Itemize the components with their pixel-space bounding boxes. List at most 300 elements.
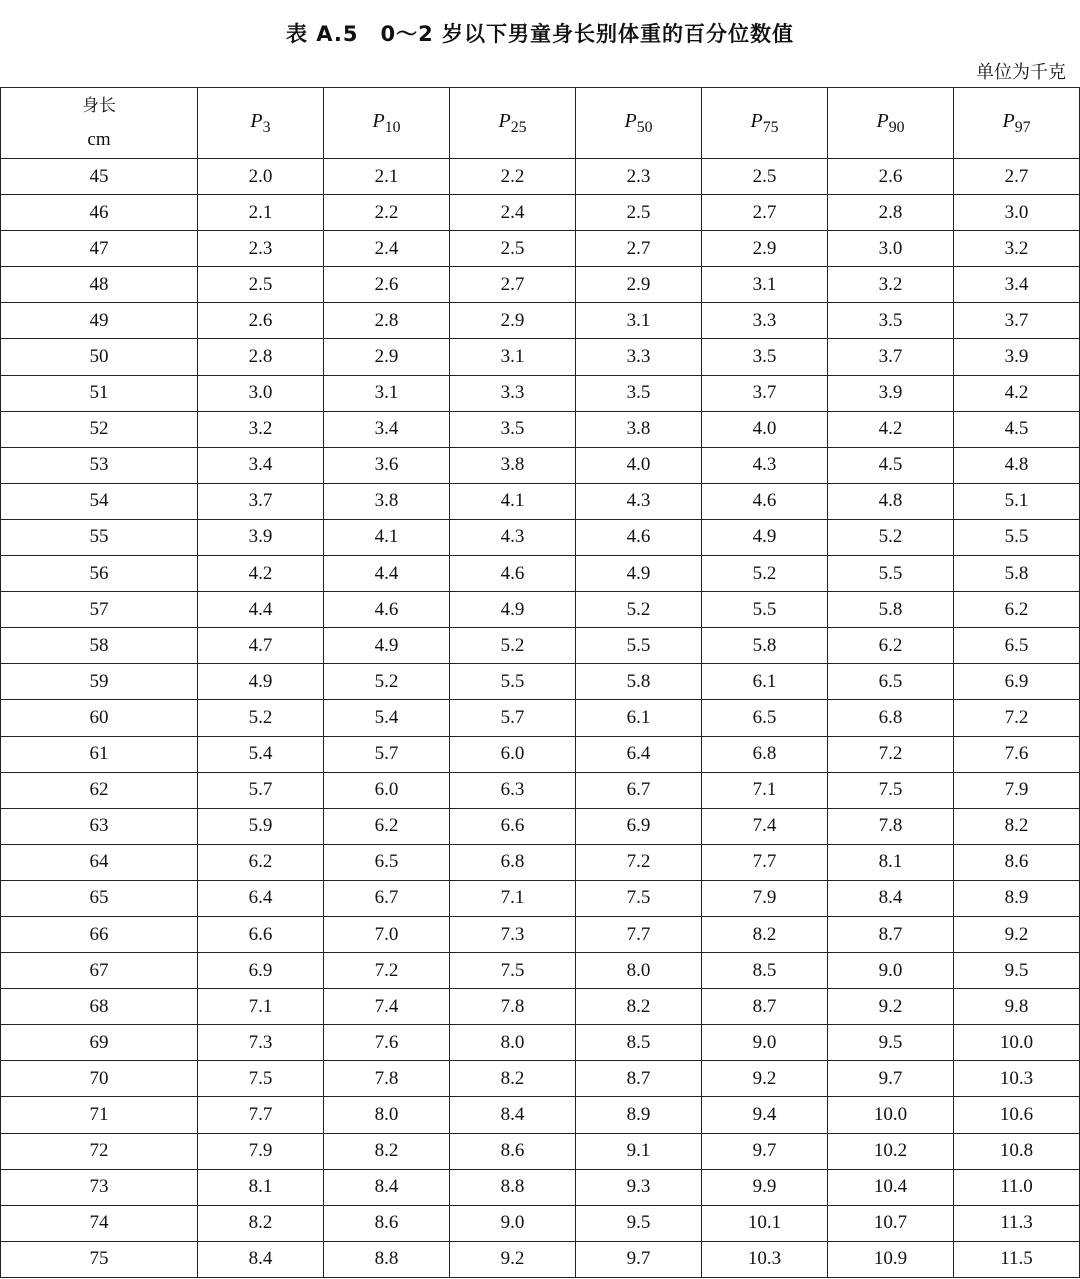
weight-cell: 5.5 — [702, 592, 828, 628]
table-row — [1, 519, 1080, 555]
weight-cell: 8.5 — [702, 953, 828, 989]
weight-cell: 2.1 — [324, 159, 450, 195]
weight-cell: 2.8 — [828, 195, 954, 231]
weight-cell: 9.7 — [828, 1061, 954, 1097]
weight-cell: 6.0 — [324, 772, 450, 808]
weight-cell: 9.2 — [954, 916, 1080, 952]
weight-cell: 4.9 — [450, 592, 576, 628]
header-percentile — [198, 88, 324, 159]
table-row — [1, 664, 1080, 700]
weight-cell: 8.6 — [324, 1205, 450, 1241]
weight-cell: 5.7 — [198, 772, 324, 808]
weight-cell: 6.9 — [954, 664, 1080, 700]
table-row — [1, 880, 1080, 916]
weight-cell: 2.9 — [324, 339, 450, 375]
percentile-subscript: 90 — [888, 118, 905, 136]
weight-cell: 4.9 — [198, 664, 324, 700]
weight-cell: 10.9 — [828, 1241, 954, 1277]
weight-cell: 10.0 — [954, 1025, 1080, 1061]
percentile-letter: P — [1002, 109, 1015, 132]
weight-cell: 4.7 — [198, 628, 324, 664]
table-row — [1, 556, 1080, 592]
percentile-subscript: 50 — [636, 118, 653, 136]
weight-cell: 3.7 — [198, 483, 324, 519]
weight-cell: 4.3 — [450, 519, 576, 555]
weight-cell: 5.8 — [954, 556, 1080, 592]
weight-cell: 9.5 — [576, 1205, 702, 1241]
length-cell: 61 — [1, 736, 198, 772]
length-cell: 55 — [1, 519, 198, 555]
percentile-letter: P — [624, 109, 637, 132]
weight-cell: 7.7 — [702, 844, 828, 880]
weight-cell: 7.9 — [702, 880, 828, 916]
weight-cell: 3.8 — [324, 483, 450, 519]
length-cell: 49 — [1, 303, 198, 339]
weight-cell: 2.5 — [198, 267, 324, 303]
page-title: 表 A.5 0～2 岁以下男童身长别体重的百分位数值 — [285, 22, 795, 46]
weight-cell: 5.1 — [954, 483, 1080, 519]
weight-cell: 7.7 — [198, 1097, 324, 1133]
weight-cell: 4.1 — [324, 519, 450, 555]
weight-cell: 4.4 — [198, 592, 324, 628]
weight-cell: 7.6 — [324, 1025, 450, 1061]
weight-cell: 6.5 — [954, 628, 1080, 664]
weight-cell: 2.1 — [198, 195, 324, 231]
weight-cell: 5.8 — [702, 628, 828, 664]
weight-cell: 6.1 — [576, 700, 702, 736]
table-row — [1, 772, 1080, 808]
weight-cell: 9.2 — [828, 989, 954, 1025]
weight-cell: 10.3 — [954, 1061, 1080, 1097]
weight-cell: 6.9 — [576, 808, 702, 844]
weight-cell: 9.2 — [450, 1241, 576, 1277]
weight-cell: 7.2 — [576, 844, 702, 880]
weight-cell: 2.2 — [324, 195, 450, 231]
weight-cell: 8.5 — [576, 1025, 702, 1061]
weight-cell: 11.0 — [954, 1169, 1080, 1205]
percentile-letter: P — [250, 109, 263, 132]
weight-cell: 3.2 — [198, 411, 324, 447]
weight-cell: 3.3 — [450, 375, 576, 411]
weight-cell: 6.2 — [324, 808, 450, 844]
weight-cell: 4.0 — [576, 447, 702, 483]
weight-cell: 3.7 — [702, 375, 828, 411]
weight-cell: 8.9 — [954, 880, 1080, 916]
weight-cell: 9.0 — [450, 1205, 576, 1241]
weight-cell: 10.7 — [828, 1205, 954, 1241]
weight-cell: 8.2 — [954, 808, 1080, 844]
percentile-subscript: 25 — [510, 118, 527, 136]
header-percentile — [828, 88, 954, 159]
weight-cell: 2.5 — [576, 195, 702, 231]
weight-cell: 8.8 — [450, 1169, 576, 1205]
length-cell: 47 — [1, 231, 198, 267]
percentile-letter: P — [750, 109, 763, 132]
length-cell: 72 — [1, 1133, 198, 1169]
weight-cell: 3.4 — [954, 267, 1080, 303]
weight-cell: 7.2 — [828, 736, 954, 772]
weight-cell: 7.1 — [702, 772, 828, 808]
weight-cell: 2.2 — [450, 159, 576, 195]
length-cell: 67 — [1, 953, 198, 989]
weight-cell: 4.9 — [576, 556, 702, 592]
weight-cell: 11.5 — [954, 1241, 1080, 1277]
weight-cell: 2.4 — [450, 195, 576, 231]
weight-cell: 6.9 — [198, 953, 324, 989]
weight-cell: 3.4 — [324, 411, 450, 447]
weight-cell: 7.5 — [576, 880, 702, 916]
weight-cell: 7.9 — [198, 1133, 324, 1169]
weight-cell: 4.9 — [702, 519, 828, 555]
weight-cell: 7.1 — [198, 989, 324, 1025]
weight-cell: 4.3 — [702, 447, 828, 483]
table-row — [1, 483, 1080, 519]
percentile-letter: P — [498, 109, 511, 132]
weight-cell: 8.4 — [828, 880, 954, 916]
length-cell: 60 — [1, 700, 198, 736]
weight-cell: 7.8 — [450, 989, 576, 1025]
weight-cell: 8.0 — [450, 1025, 576, 1061]
weight-cell: 8.7 — [828, 916, 954, 952]
weight-cell: 6.2 — [828, 628, 954, 664]
weight-cell: 5.5 — [450, 664, 576, 700]
weight-cell: 5.2 — [702, 556, 828, 592]
weight-cell: 9.8 — [954, 989, 1080, 1025]
weight-cell: 3.5 — [702, 339, 828, 375]
percentile-subscript: 3 — [262, 118, 271, 136]
table-row — [1, 339, 1080, 375]
table-row — [1, 628, 1080, 664]
header-percentile — [576, 88, 702, 159]
weight-cell: 4.6 — [702, 483, 828, 519]
weight-cell: 3.1 — [576, 303, 702, 339]
weight-cell: 2.0 — [198, 159, 324, 195]
weight-cell: 6.4 — [198, 880, 324, 916]
weight-cell: 5.4 — [198, 736, 324, 772]
weight-cell: 2.9 — [702, 231, 828, 267]
weight-cell: 3.5 — [450, 411, 576, 447]
weight-cell: 4.4 — [324, 556, 450, 592]
weight-cell: 5.5 — [828, 556, 954, 592]
weight-cell: 3.9 — [954, 339, 1080, 375]
weight-cell: 4.2 — [954, 375, 1080, 411]
weight-cell: 5.5 — [954, 519, 1080, 555]
weight-cell: 10.2 — [828, 1133, 954, 1169]
weight-cell: 8.7 — [702, 989, 828, 1025]
weight-cell: 8.0 — [576, 953, 702, 989]
length-cell: 71 — [1, 1097, 198, 1133]
table-row — [1, 592, 1080, 628]
weight-cell: 5.8 — [576, 664, 702, 700]
weight-cell: 3.3 — [702, 303, 828, 339]
weight-cell: 5.2 — [828, 519, 954, 555]
weight-cell: 3.4 — [198, 447, 324, 483]
weight-cell: 3.3 — [576, 339, 702, 375]
weight-cell: 8.2 — [324, 1133, 450, 1169]
weight-cell: 6.3 — [450, 772, 576, 808]
table-row — [1, 953, 1080, 989]
weight-cell: 3.6 — [324, 447, 450, 483]
weight-cell: 4.3 — [576, 483, 702, 519]
table-row — [1, 195, 1080, 231]
table-row — [1, 1061, 1080, 1097]
weight-cell: 10.8 — [954, 1133, 1080, 1169]
table-body — [1, 159, 1080, 1278]
weight-cell: 2.5 — [450, 231, 576, 267]
weight-cell: 10.6 — [954, 1097, 1080, 1133]
length-cell: 52 — [1, 411, 198, 447]
weight-cell: 10.0 — [828, 1097, 954, 1133]
weight-cell: 3.8 — [450, 447, 576, 483]
weight-cell: 5.8 — [828, 592, 954, 628]
header-percentile — [954, 88, 1080, 159]
table-row — [1, 375, 1080, 411]
weight-cell: 3.8 — [576, 411, 702, 447]
weight-cell: 7.2 — [954, 700, 1080, 736]
table-row — [1, 1241, 1080, 1277]
weight-cell: 5.2 — [576, 592, 702, 628]
weight-cell: 8.7 — [576, 1061, 702, 1097]
weight-cell: 5.2 — [324, 664, 450, 700]
weight-cell: 2.9 — [450, 303, 576, 339]
weight-cell: 5.7 — [324, 736, 450, 772]
weight-cell: 6.7 — [576, 772, 702, 808]
length-cell: 68 — [1, 989, 198, 1025]
weight-cell: 6.6 — [198, 916, 324, 952]
weight-cell: 3.2 — [954, 231, 1080, 267]
weight-cell: 6.2 — [198, 844, 324, 880]
length-cell: 46 — [1, 195, 198, 231]
table-row — [1, 1133, 1080, 1169]
weight-cell: 7.3 — [450, 916, 576, 952]
length-cell: 50 — [1, 339, 198, 375]
weight-cell: 9.1 — [576, 1133, 702, 1169]
weight-cell: 6.6 — [450, 808, 576, 844]
weight-cell: 7.5 — [828, 772, 954, 808]
weight-cell: 3.7 — [954, 303, 1080, 339]
weight-cell: 7.8 — [828, 808, 954, 844]
weight-cell: 5.2 — [198, 700, 324, 736]
weight-cell: 6.8 — [828, 700, 954, 736]
length-cell: 66 — [1, 916, 198, 952]
length-cell: 48 — [1, 267, 198, 303]
weight-cell: 4.9 — [324, 628, 450, 664]
weight-cell: 10.3 — [702, 1241, 828, 1277]
weight-cell: 8.1 — [198, 1169, 324, 1205]
weight-cell: 6.5 — [702, 700, 828, 736]
weight-cell: 8.2 — [198, 1205, 324, 1241]
weight-cell: 7.5 — [450, 953, 576, 989]
weight-cell: 4.2 — [828, 411, 954, 447]
weight-cell: 2.3 — [576, 159, 702, 195]
weight-cell: 8.4 — [324, 1169, 450, 1205]
length-cell: 64 — [1, 844, 198, 880]
weight-cell: 5.9 — [198, 808, 324, 844]
table-row — [1, 1205, 1080, 1241]
weight-cell: 10.1 — [702, 1205, 828, 1241]
weight-cell: 2.7 — [954, 159, 1080, 195]
header-length-label: 身长 — [82, 96, 116, 116]
percentile-subscript: 75 — [762, 118, 779, 136]
weight-cell: 4.6 — [324, 592, 450, 628]
weight-cell: 7.9 — [954, 772, 1080, 808]
weight-cell: 9.9 — [702, 1169, 828, 1205]
weight-cell: 6.7 — [324, 880, 450, 916]
weight-cell: 7.0 — [324, 916, 450, 952]
length-cell: 58 — [1, 628, 198, 664]
weight-cell: 4.1 — [450, 483, 576, 519]
weight-cell: 2.9 — [576, 267, 702, 303]
header-length — [1, 88, 198, 159]
weight-cell: 10.4 — [828, 1169, 954, 1205]
table-row — [1, 411, 1080, 447]
weight-cell: 5.2 — [450, 628, 576, 664]
length-cell: 70 — [1, 1061, 198, 1097]
table-row — [1, 808, 1080, 844]
percentile-table — [0, 87, 1080, 1278]
table-row — [1, 1097, 1080, 1133]
length-cell: 69 — [1, 1025, 198, 1061]
weight-cell: 2.6 — [198, 303, 324, 339]
table-row — [1, 916, 1080, 952]
weight-cell: 3.2 — [828, 267, 954, 303]
weight-cell: 9.3 — [576, 1169, 702, 1205]
weight-cell: 9.5 — [828, 1025, 954, 1061]
weight-cell: 8.4 — [198, 1241, 324, 1277]
length-cell: 45 — [1, 159, 198, 195]
weight-cell: 4.5 — [954, 411, 1080, 447]
weight-cell: 3.0 — [198, 375, 324, 411]
weight-cell: 8.2 — [576, 989, 702, 1025]
weight-cell: 8.1 — [828, 844, 954, 880]
weight-cell: 4.0 — [702, 411, 828, 447]
weight-cell: 3.0 — [954, 195, 1080, 231]
weight-cell: 4.6 — [576, 519, 702, 555]
weight-cell: 8.8 — [324, 1241, 450, 1277]
percentile-letter: P — [372, 109, 385, 132]
length-cell: 56 — [1, 556, 198, 592]
header-percentile — [702, 88, 828, 159]
unit-note: 单位为千克 — [976, 62, 1066, 83]
weight-cell: 3.1 — [702, 267, 828, 303]
percentile-subscript: 10 — [384, 118, 401, 136]
weight-cell: 9.7 — [702, 1133, 828, 1169]
weight-cell: 8.2 — [702, 916, 828, 952]
weight-cell: 11.3 — [954, 1205, 1080, 1241]
weight-cell: 4.8 — [954, 447, 1080, 483]
weight-cell: 4.8 — [828, 483, 954, 519]
table-row — [1, 1169, 1080, 1205]
weight-cell: 4.6 — [450, 556, 576, 592]
length-cell: 57 — [1, 592, 198, 628]
weight-cell: 6.0 — [450, 736, 576, 772]
weight-cell: 3.0 — [828, 231, 954, 267]
table-row — [1, 989, 1080, 1025]
weight-cell: 5.4 — [324, 700, 450, 736]
table-row — [1, 159, 1080, 195]
weight-cell: 8.9 — [576, 1097, 702, 1133]
table-row — [1, 231, 1080, 267]
weight-cell: 2.6 — [324, 267, 450, 303]
weight-cell: 9.5 — [954, 953, 1080, 989]
percentile-letter: P — [876, 109, 889, 132]
weight-cell: 4.2 — [198, 556, 324, 592]
weight-cell: 7.3 — [198, 1025, 324, 1061]
table-row — [1, 1025, 1080, 1061]
table-row — [1, 447, 1080, 483]
weight-cell: 3.7 — [828, 339, 954, 375]
header-percentile — [450, 88, 576, 159]
weight-cell: 3.9 — [198, 519, 324, 555]
weight-cell: 8.4 — [450, 1097, 576, 1133]
weight-cell: 2.7 — [702, 195, 828, 231]
weight-cell: 7.5 — [198, 1061, 324, 1097]
weight-cell: 6.8 — [450, 844, 576, 880]
length-cell: 54 — [1, 483, 198, 519]
weight-cell: 7.1 — [450, 880, 576, 916]
weight-cell: 6.5 — [828, 664, 954, 700]
weight-cell: 3.5 — [576, 375, 702, 411]
length-cell: 74 — [1, 1205, 198, 1241]
table-row — [1, 267, 1080, 303]
weight-cell: 8.6 — [450, 1133, 576, 1169]
length-cell: 65 — [1, 880, 198, 916]
weight-cell: 2.5 — [702, 159, 828, 195]
length-cell: 62 — [1, 772, 198, 808]
weight-cell: 6.8 — [702, 736, 828, 772]
header-length-unit: cm — [87, 129, 111, 150]
length-cell: 75 — [1, 1241, 198, 1277]
length-cell: 73 — [1, 1169, 198, 1205]
length-cell: 63 — [1, 808, 198, 844]
length-cell: 59 — [1, 664, 198, 700]
weight-cell: 7.4 — [702, 808, 828, 844]
weight-cell: 8.2 — [450, 1061, 576, 1097]
weight-cell: 5.7 — [450, 700, 576, 736]
weight-cell: 6.1 — [702, 664, 828, 700]
weight-cell: 7.4 — [324, 989, 450, 1025]
weight-cell: 8.6 — [954, 844, 1080, 880]
header-row — [1, 88, 1080, 159]
table-row — [1, 844, 1080, 880]
weight-cell: 9.0 — [702, 1025, 828, 1061]
length-cell: 53 — [1, 447, 198, 483]
weight-cell: 2.7 — [450, 267, 576, 303]
weight-cell: 7.6 — [954, 736, 1080, 772]
weight-cell: 9.2 — [702, 1061, 828, 1097]
table-row — [1, 736, 1080, 772]
weight-cell: 7.8 — [324, 1061, 450, 1097]
weight-cell: 2.8 — [198, 339, 324, 375]
table-row — [1, 700, 1080, 736]
weight-cell: 2.4 — [324, 231, 450, 267]
weight-cell: 3.1 — [450, 339, 576, 375]
weight-cell: 9.0 — [828, 953, 954, 989]
percentile-subscript: 97 — [1014, 118, 1031, 136]
weight-cell: 2.8 — [324, 303, 450, 339]
weight-cell: 6.2 — [954, 592, 1080, 628]
weight-cell: 3.5 — [828, 303, 954, 339]
table-row — [1, 303, 1080, 339]
weight-cell: 5.5 — [576, 628, 702, 664]
weight-cell: 6.4 — [576, 736, 702, 772]
weight-cell: 7.2 — [324, 953, 450, 989]
header-percentile — [324, 88, 450, 159]
weight-cell: 3.9 — [828, 375, 954, 411]
length-cell: 51 — [1, 375, 198, 411]
weight-cell: 8.0 — [324, 1097, 450, 1133]
weight-cell: 2.7 — [576, 231, 702, 267]
